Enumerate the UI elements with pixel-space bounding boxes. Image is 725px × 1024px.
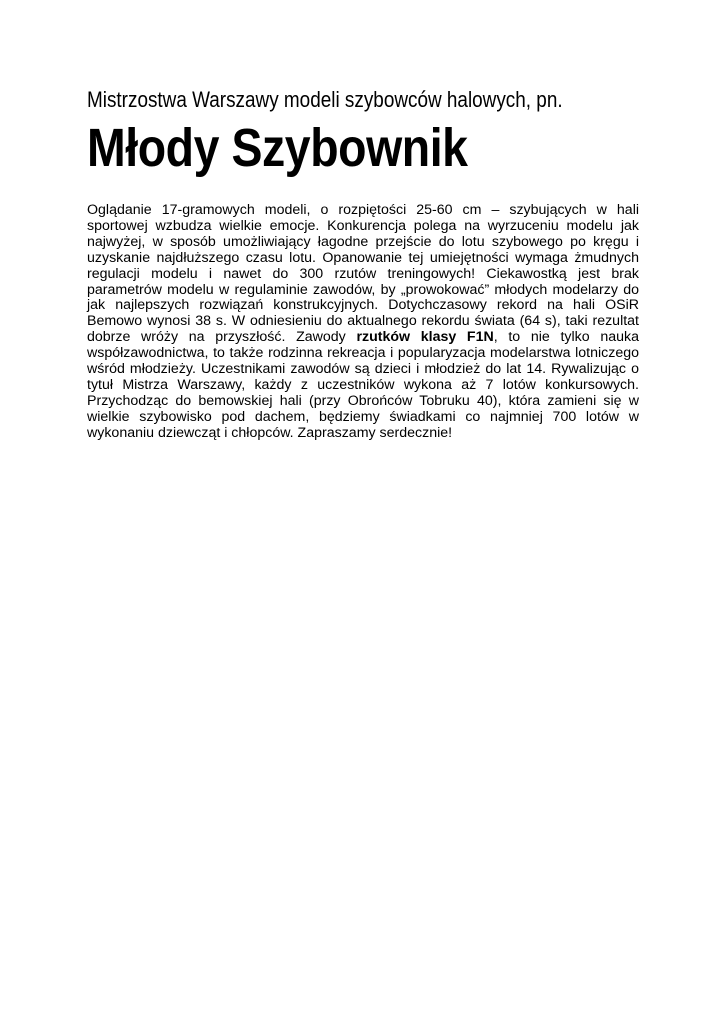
paragraph-bold-text: rzutków klasy F1N bbox=[356, 329, 494, 346]
paragraph-text-part2: , to nie tylko nauka współzawodnictwa, to także rodzinna rekreacja i popularyzacja modelarstwa lotniczego wśród młodzieży. Uczestnikami zawodów są dzieci i młodzież do lat 14. Rywalizując o tytuł Mistrza Warszawy, każdy z uczestników wykona aż 7 lotów konkursowych. Przychodząc do bemowskiej hali (przy Obrońców Tobruku 40), która zamieni się w wielkie szybowisko pod dachem, będziemy świadkami co najmniej 700 lotów w wykonaniu dziewcząt i chłopców. Zapraszamy serdecznie! bbox=[87, 329, 639, 441]
paragraph-text-part1: Oglądanie 17-gramowych modeli, o rozpiętości 25-60 cm – szybujących w hali sportowej wzbudza wielkie emocje. Konkurencja polega na wyrzuceniu modelu jak najwyżej, w sposób umożliwiający łagodne przejście do lotu szybowego po kręgu i uzyskanie najdłuższego czasu lotu. Opanowanie tej umiejętności wymaga żmudnych regulacji modelu i nawet do 300 rzutów treningowych! Ciekawostką jest brak parametrów modelu w regulaminie zawodów, by „prowokować” młodych modelarzy do jak najlepszych rozwiązań konstrukcyjnych. Dotychczasowy rekord na hali OSiR Bemowo wynosi 38 s. W odniesieniu do aktualnego rekordu świata (64 s), taki rezultat dobrze wróży na przyszłość. Zawody bbox=[87, 202, 639, 346]
document-title: Młody Szybownik bbox=[87, 118, 468, 178]
document-subtitle: Mistrzostwa Warszawy modeli szybowców halowych, pn. bbox=[87, 87, 563, 112]
document-content bbox=[87, 86, 639, 442]
body-paragraph bbox=[87, 203, 639, 442]
